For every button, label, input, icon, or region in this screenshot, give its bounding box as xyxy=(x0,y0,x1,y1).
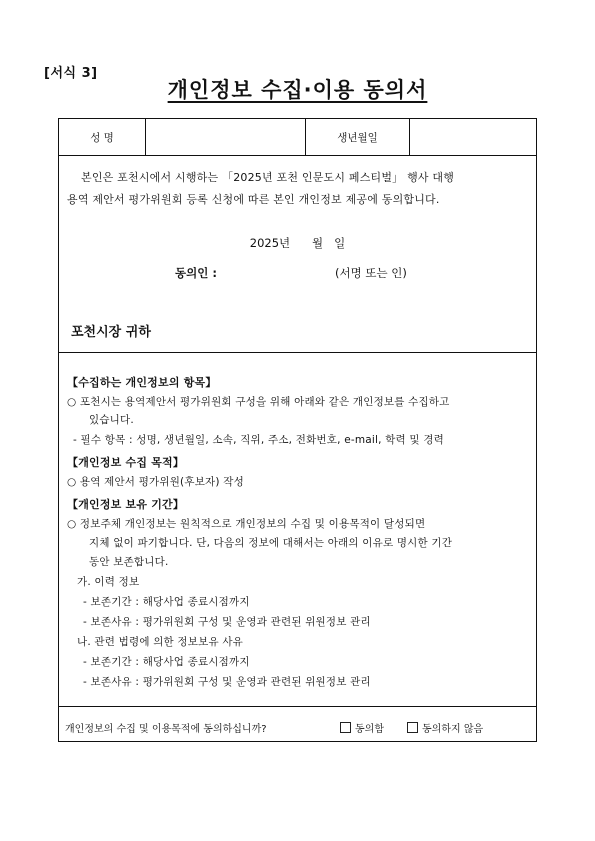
document-title xyxy=(0,74,595,104)
applicant-info-row xyxy=(59,119,536,156)
info-line: - 보존기간 : 해당사업 종료시점까지 xyxy=(83,596,250,608)
consent-statement-section xyxy=(59,155,536,353)
info-line: - 보존기간 : 해당사업 종료시점까지 xyxy=(83,656,250,668)
privacy-info-section xyxy=(59,352,536,707)
title-text: 개인정보 수집·이용 동의서 xyxy=(167,78,428,102)
items-heading: 【수집하는 개인정보의 항목】 xyxy=(67,376,217,389)
retention-heading: 【개인정보 보유 기간】 xyxy=(67,498,185,511)
info-line: 지체 없이 파기합니다. 단, 다음의 정보에 대해서는 아래의 이유로 명시한 기간 xyxy=(89,537,453,549)
addressee: 포천시장 귀하 xyxy=(71,325,151,340)
purpose-heading: 【개인정보 수집 목적】 xyxy=(67,456,185,469)
agree-label: 동의함 xyxy=(355,724,384,735)
agree-checkbox[interactable] xyxy=(340,722,351,733)
consent-statement xyxy=(67,167,528,211)
info-line: ○ 포천시는 용역제안서 평가위원회 구성을 위해 아래와 같은 개인정보를 수집하고 xyxy=(67,396,450,408)
info-line: - 필수 항목 : 성명, 생년월일, 소속, 직위, 주소, 전화번호, e-mail, 학력 및 경력 xyxy=(73,434,444,446)
disagree-option[interactable] xyxy=(407,720,483,735)
signature-note: (서명 또는 인) xyxy=(335,266,407,280)
info-line: - 보존사유 : 평가위원회 구성 및 운영과 관련된 위원정보 관리 xyxy=(83,676,371,688)
name-field[interactable] xyxy=(146,119,305,155)
consent-date: 2025년 월 일 xyxy=(249,236,346,250)
statement-line: 용역 제안서 평가위원회 등록 신청에 따른 본인 개인정보 제공에 동의합니다. xyxy=(67,193,440,206)
info-line: ○ 용역 제안서 평가위원(후보자) 작성 xyxy=(67,476,244,488)
statement-line: 본인은 포천시에서 시행하는 「2025년 포천 인문도시 페스티벌」 행사 대행 xyxy=(81,171,455,184)
signer-label: 동의인 : xyxy=(175,266,217,280)
disagree-checkbox[interactable] xyxy=(407,722,418,733)
disagree-label: 동의하지 않음 xyxy=(422,724,484,735)
consent-form xyxy=(58,118,537,742)
name-label: 성 명 xyxy=(90,131,114,144)
info-line: - 보존사유 : 평가위원회 구성 및 운영과 관련된 위원정보 관리 xyxy=(83,616,371,628)
birthdate-field[interactable] xyxy=(410,119,536,155)
info-line: ○ 정보주체 개인정보는 원칙적으로 개인정보의 수집 및 이용목적이 달성되면 xyxy=(67,518,426,530)
info-line: 나. 관련 법령에 의한 정보보유 사유 xyxy=(77,636,244,648)
birthdate-label: 생년월일 xyxy=(337,131,378,144)
info-line: 가. 이력 정보 xyxy=(77,576,140,588)
info-line: 동안 보존합니다. xyxy=(89,556,169,568)
agree-option[interactable] xyxy=(340,720,384,735)
form-number-label: [서식 3] xyxy=(44,66,98,81)
consent-question: 개인정보의 수집 및 이용목적에 동의하십니까? xyxy=(65,724,267,735)
info-line: 있습니다. xyxy=(89,414,134,426)
